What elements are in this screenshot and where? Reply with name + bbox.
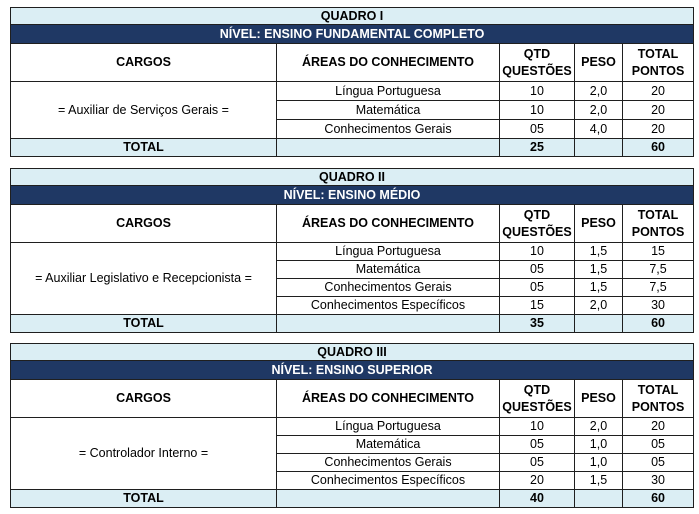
total-qtd: 25: [500, 139, 575, 157]
qtd-cell: 05: [500, 261, 575, 279]
total-empty: [575, 139, 623, 157]
area-cell: Língua Portuguesa: [277, 243, 500, 261]
header-peso: PESO: [575, 380, 623, 418]
quadro-title: QUADRO III: [11, 344, 694, 361]
total-pontos: 60: [623, 490, 694, 508]
area-cell: Conhecimentos Específicos: [277, 297, 500, 315]
peso-cell: 1,5: [575, 472, 623, 490]
total-qtd: 40: [500, 490, 575, 508]
cargo-cell: = Auxiliar de Serviços Gerais =: [11, 82, 277, 139]
qtd-cell: 05: [500, 436, 575, 454]
quadro-1-table: [10, 7, 694, 157]
total-label: TOTAL: [11, 315, 277, 333]
total-empty: [277, 315, 500, 333]
peso-cell: 1,0: [575, 454, 623, 472]
quadro-1: [10, 7, 693, 157]
quadro-3-table: [10, 343, 694, 508]
quadro-title: QUADRO I: [11, 8, 694, 25]
total-qtd: 35: [500, 315, 575, 333]
nivel-banner: NÍVEL: ENSINO MÉDIO: [11, 186, 694, 205]
total-pontos: 60: [623, 315, 694, 333]
qtd-cell: 05: [500, 279, 575, 297]
qtd-cell: 10: [500, 243, 575, 261]
pontos-cell: 20: [623, 418, 694, 436]
area-cell: Matemática: [277, 101, 500, 120]
quadro-2-table: [10, 168, 694, 333]
header-total-pontos: TOTAL PONTOS: [623, 44, 694, 82]
area-cell: Língua Portuguesa: [277, 418, 500, 436]
pontos-cell: 05: [623, 436, 694, 454]
peso-cell: 1,5: [575, 243, 623, 261]
peso-cell: 1,5: [575, 279, 623, 297]
qtd-cell: 05: [500, 120, 575, 139]
header-cargos: CARGOS: [11, 44, 277, 82]
nivel-banner: NÍVEL: ENSINO FUNDAMENTAL COMPLETO: [11, 25, 694, 44]
pontos-cell: 7,5: [623, 279, 694, 297]
qtd-cell: 20: [500, 472, 575, 490]
pontos-cell: 7,5: [623, 261, 694, 279]
header-qtd: QTD QUESTÕES: [500, 380, 575, 418]
total-empty: [575, 490, 623, 508]
total-label: TOTAL: [11, 490, 277, 508]
qtd-cell: 10: [500, 101, 575, 120]
header-areas: ÁREAS DO CONHECIMENTO: [277, 44, 500, 82]
area-cell: Conhecimentos Gerais: [277, 279, 500, 297]
header-cargos: CARGOS: [11, 205, 277, 243]
peso-cell: 2,0: [575, 101, 623, 120]
pontos-cell: 20: [623, 120, 694, 139]
total-pontos: 60: [623, 139, 694, 157]
quadro-title: QUADRO II: [11, 169, 694, 186]
peso-cell: 1,5: [575, 261, 623, 279]
peso-cell: 4,0: [575, 120, 623, 139]
qtd-cell: 05: [500, 454, 575, 472]
header-cargos: CARGOS: [11, 380, 277, 418]
peso-cell: 2,0: [575, 297, 623, 315]
qtd-cell: 15: [500, 297, 575, 315]
area-cell: Conhecimentos Específicos: [277, 472, 500, 490]
quadro-3: [10, 343, 693, 508]
qtd-cell: 10: [500, 82, 575, 101]
peso-cell: 2,0: [575, 418, 623, 436]
qtd-cell: 10: [500, 418, 575, 436]
quadro-2: [10, 168, 693, 333]
area-cell: Matemática: [277, 261, 500, 279]
header-areas: ÁREAS DO CONHECIMENTO: [277, 205, 500, 243]
total-empty: [575, 315, 623, 333]
total-empty: [277, 139, 500, 157]
header-total-pontos: TOTAL PONTOS: [623, 205, 694, 243]
area-cell: Língua Portuguesa: [277, 82, 500, 101]
header-peso: PESO: [575, 205, 623, 243]
pontos-cell: 30: [623, 297, 694, 315]
area-cell: Conhecimentos Gerais: [277, 454, 500, 472]
peso-cell: 1,0: [575, 436, 623, 454]
pontos-cell: 20: [623, 82, 694, 101]
pontos-cell: 15: [623, 243, 694, 261]
total-label: TOTAL: [11, 139, 277, 157]
area-cell: Conhecimentos Gerais: [277, 120, 500, 139]
total-empty: [277, 490, 500, 508]
nivel-banner: NÍVEL: ENSINO SUPERIOR: [11, 361, 694, 380]
header-peso: PESO: [575, 44, 623, 82]
pontos-cell: 20: [623, 101, 694, 120]
cargo-cell: = Auxiliar Legislativo e Recepcionista =: [11, 243, 277, 315]
header-qtd: QTD QUESTÕES: [500, 205, 575, 243]
area-cell: Matemática: [277, 436, 500, 454]
peso-cell: 2,0: [575, 82, 623, 101]
header-total-pontos: TOTAL PONTOS: [623, 380, 694, 418]
pontos-cell: 30: [623, 472, 694, 490]
header-areas: ÁREAS DO CONHECIMENTO: [277, 380, 500, 418]
pontos-cell: 05: [623, 454, 694, 472]
cargo-cell: = Controlador Interno =: [11, 418, 277, 490]
header-qtd: QTD QUESTÕES: [500, 44, 575, 82]
